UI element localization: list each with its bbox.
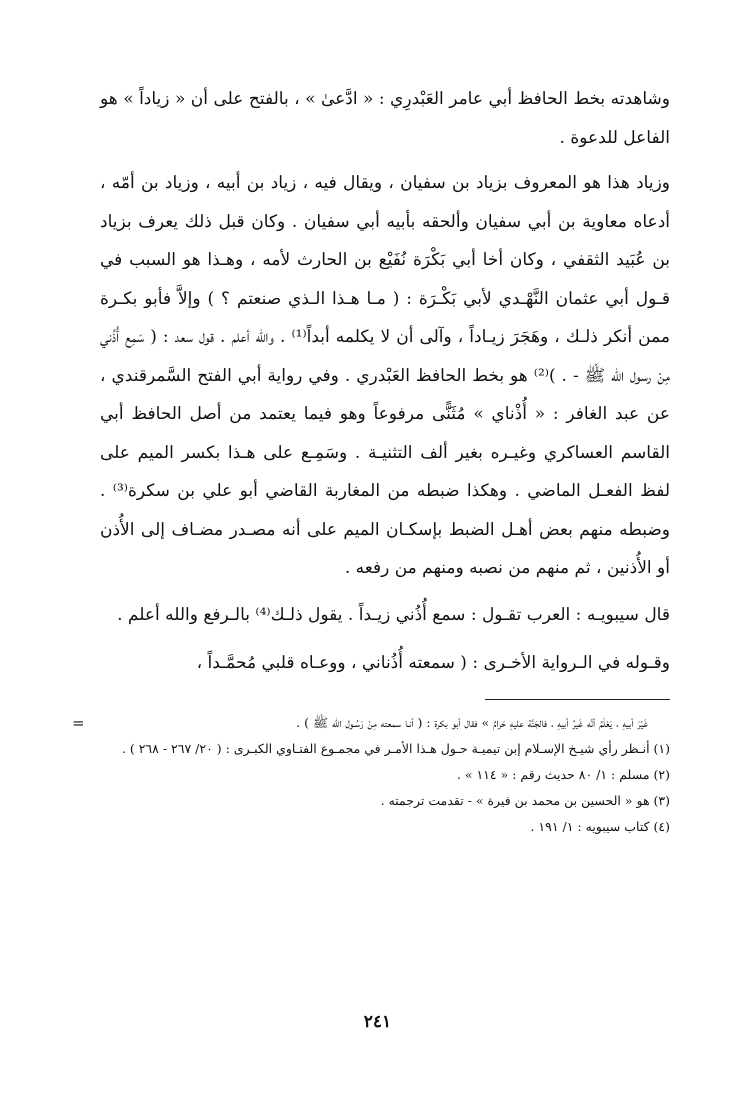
paragraph-2: وزياد هذا هو المعروف بزياد بن سفيان ، ويقال فيه ، زياد بن أبيه ، وزياد بن أمّه ، أدعاه معاوية بن أبي سفيان وألحقه بأبيه أبي سفيان . وكان قبل ذلك يعرف بزياد بن عُبَيد الثقفي ، وكان أخا أبي بَكْرَة نُفَيْع بن الحارث لأمه ، وهـذا هو السبب في قـول أبي عثمان النَّهْـدي لأبي بَكْـرَة : ( مـا هـذا الـذي صنعتم ؟ ) وإلاَّ فأبو بكـرة ممن أنكر ذلـك ، وهَجَرَ زيـاداً ، وآلى أن لا يكلمه أبداً⁽¹⁾ . والله أعلم . قول سعد : ( سَمِع أُذُني مِنْ رسول الله ﷺ - . )⁽²⁾ هو بخط الحافظ العَبْدري . وفي رواية أبي الفتح السَّمرقندي ، عن عبد الغافر : « أُذْناي » مُثَنًّى مرفوعاً وهو فيما يعتمد من أصل الحافظ أبي القاسم العساكري وغيـره بغير ألف التثنيـة . وسَمِـع على هـذا بكسر الميم على لفظ الفعـل الماضي . وهكذا ضبطه من المغاربة القاضي أبو علي بن سكرة⁽³⁾ . وضبطه منهم بعض أهـل الضبط بإسكـان الميم على أنه مصـدر مضـاف إلى الأُذن أو الأُذنين ، ثم منهم من نصبه ومنهم من رفعه . [100, 173, 670, 578]
footnote-separator [485, 699, 670, 700]
footnote-2: (٢) مسلم : ١/ ٨٠ حديث رقم : « ١١٤ » . [456, 766, 670, 782]
footnote-continuation: غَيْرَ أبيهِ ، يَعْلَمُ أنَّه غَيرُ أبيهِ ، فالجَنَّة عليهِ حَرامٌ » فقال أبو بكرة : ( أنـا سمعته مِنْ رَسُـول الله ﷺ ) . [296, 714, 648, 730]
paragraph-1: وشاهدته بخط الحافظ أبي عامر العَبْدرِي : « ادَّعىٰ » ، بالفتح على أن « زياداً » هو الفاعل للدعوة . [100, 89, 670, 148]
paragraph-4: وقـوله في الـرواية الأخـرى : ( سمعته أُذُناني ، ووعـاه قلبي مُحمَّـداً ، [196, 653, 670, 673]
footnote-continuation-mark: = [72, 713, 85, 732]
page-number: ٢٤١ [363, 1012, 392, 1032]
page-body [72, 80, 670, 840]
footnote-4: (٤) كتاب سيبويه : ١/ ١٩١ . [530, 818, 670, 834]
paragraph-3: قال سيبويـه : العرب تقـول : سمع أُذُني زيـداً . يقول ذلـك⁽⁴⁾ بالـرفع والله أعلم . [117, 604, 670, 625]
footnote-3: (٣) هو « الحسين بن محمد بن فيرة » - تقدمت ترجمته . [380, 792, 670, 808]
footnote-1: (١) أنـظر رأي شيـخ الإسـلام إبن تيميـة حـول هـذا الأمـر في مجمـوع الفتـاوي الكبـرى : ( ٢٠/ ٢٦٧ - ٢٦٨ ) . [121, 740, 670, 756]
footnotes [72, 710, 670, 840]
